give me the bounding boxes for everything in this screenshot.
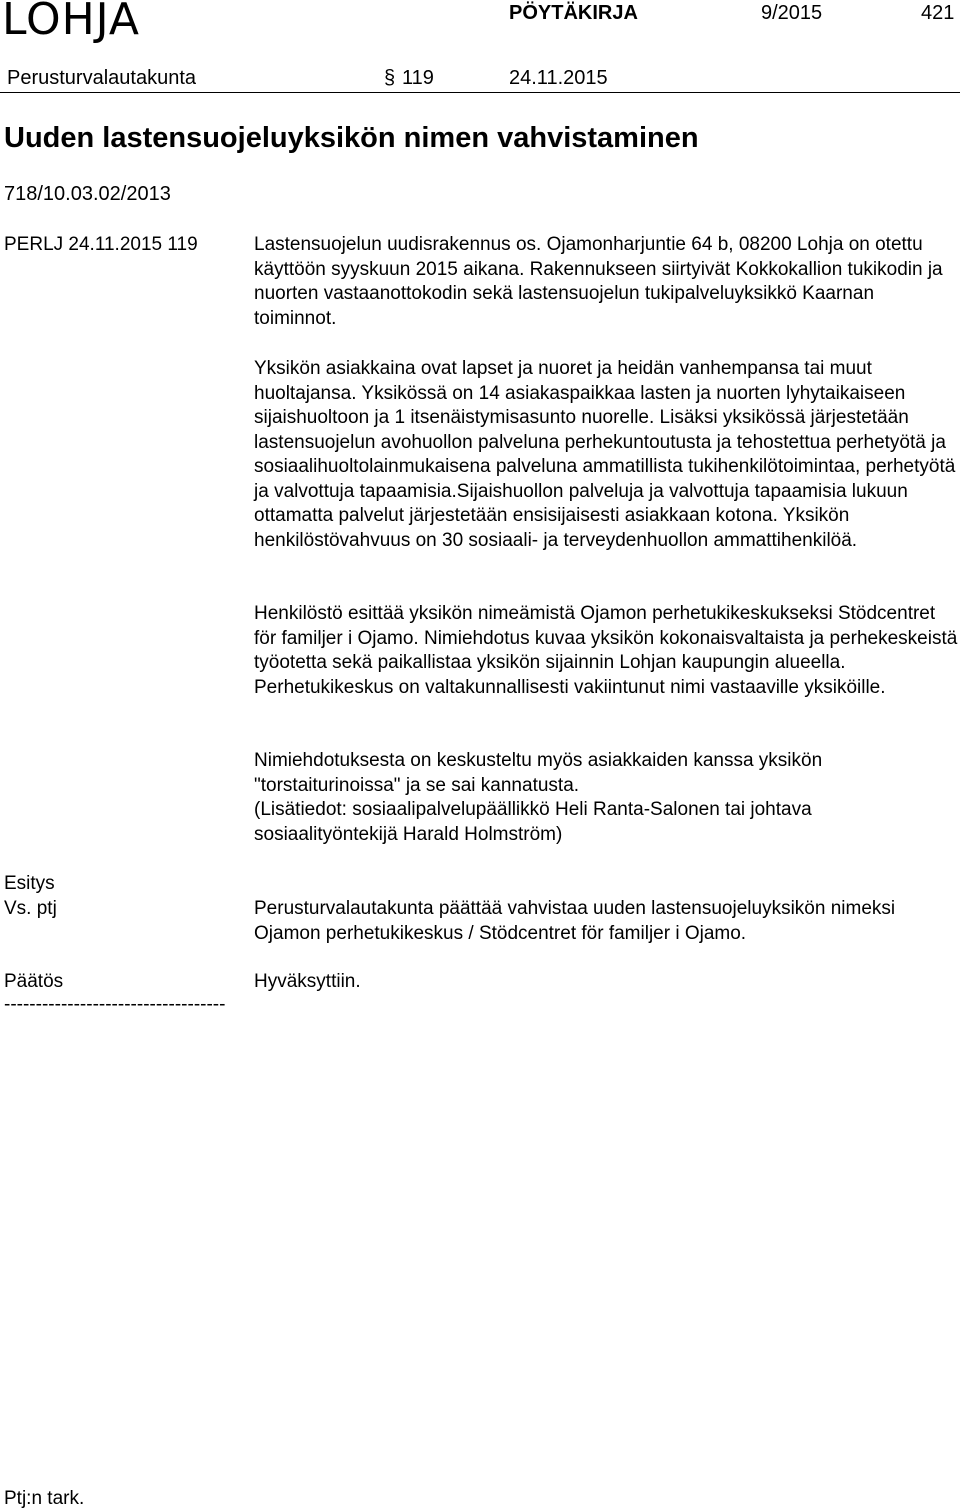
committee-name: Perusturvalautakunta [7,67,197,89]
meeting-date: 24.11.2015 [509,67,608,89]
decision-label: Päätös [4,971,64,992]
paragraph-1: Lastensuojelun uudisrakennus os. Ojamonharjuntie 64 b, 08200 Lohja on otettu käyttöön syyskuun 2015 aikana. Rakennukseen siirtyivät Kokkokallion tukikodin ja nuorten vastaanottokodin sekä lastensuojelun tukipalveluyksikkö Kaarnan toiminnot. [254,234,943,329]
paragraph-4a: Nimiehdotuksesta on keskusteltu myös asiakkaiden kanssa yksikön "torstaiturinoissa" ja se sai kannatusta. [254,750,823,796]
reference-number: 718/10.03.02/2013 [4,183,171,205]
section-number: 119 [402,67,434,89]
decision-text: Hyväksyttiin. [254,971,361,992]
page-number: 421 [921,2,955,24]
section-sign: § [384,67,396,89]
entry-label: PERLJ 24.11.2015 119 [4,234,198,255]
issue-number: 9/2015 [761,2,823,24]
proposer-label: Vs. ptj [4,898,57,919]
paragraph-4b: (Lisätiedot: sosiaalipalvelupäällikkö Heli Ranta-Salonen tai johtava sosiaalityöntekijä Harald Holmström) [254,799,812,845]
paragraph-2: Yksikön asiakkaina ovat lapset ja nuoret ja heidän vanhempansa tai muut huoltajansa. Yksikössä on 14 asiakaspaikkaa lasten ja nuorten lyhytaikaiseen sijaishuoltoon ja 1 itsenäistymisasunto nuorelle. Lisäksi yksikössä järjestetään lastensuojelun avohuollon palveluna perhekuntoutusta ja tehostettua perhetyötä ja sosiaalihuoltolainmukaisena palveluna ammatillista tukihenkilötoimintaa, perhetyötä ja valvottuja tapaamisia.Sijaishuollon palveluja ja valvottuja tapaamisia lukuun ottamatta palvelut järjestetään ensisijaisesti asiakkaan kotona. Yksikön henkilöstövahvuus on 30 sosiaali- ja terveydenhuollon ammattihenkilöä. [254,358,956,551]
separator-line: ----------------------------------- [4,994,226,1015]
document-type: PÖYTÄKIRJA [509,2,638,24]
page-title: Uuden lastensuojeluyksikön nimen vahvistaminen [4,122,699,154]
header-divider [0,92,960,93]
proposal-text: Perusturvalautakunta päättää vahvistaa uuden lastensuojeluyksikön nimeksi Ojamon perhetukikeskus / Stödcentret för familjer i Ojamo. [254,898,896,944]
proposal-label: Esitys [4,873,55,894]
footer-note: Ptj:n tark. [4,1488,85,1509]
paragraph-3: Henkilöstö esittää yksikön nimeämistä Ojamon perhetukikeskukseksi Stödcentret för familjer i Ojamo. Nimiehdotus kuvaa yksikön kokonaisvaltaista ja perhekeskeistä työotetta sekä paikallistaa yksikön sijainnin Lohjan kaupungin alueella. Perhetukikeskus on valtakunnallisesti vakiintunut nimi vastaaville yksiköille. [254,603,958,698]
lohja-logo: LOHJA [2,0,140,45]
